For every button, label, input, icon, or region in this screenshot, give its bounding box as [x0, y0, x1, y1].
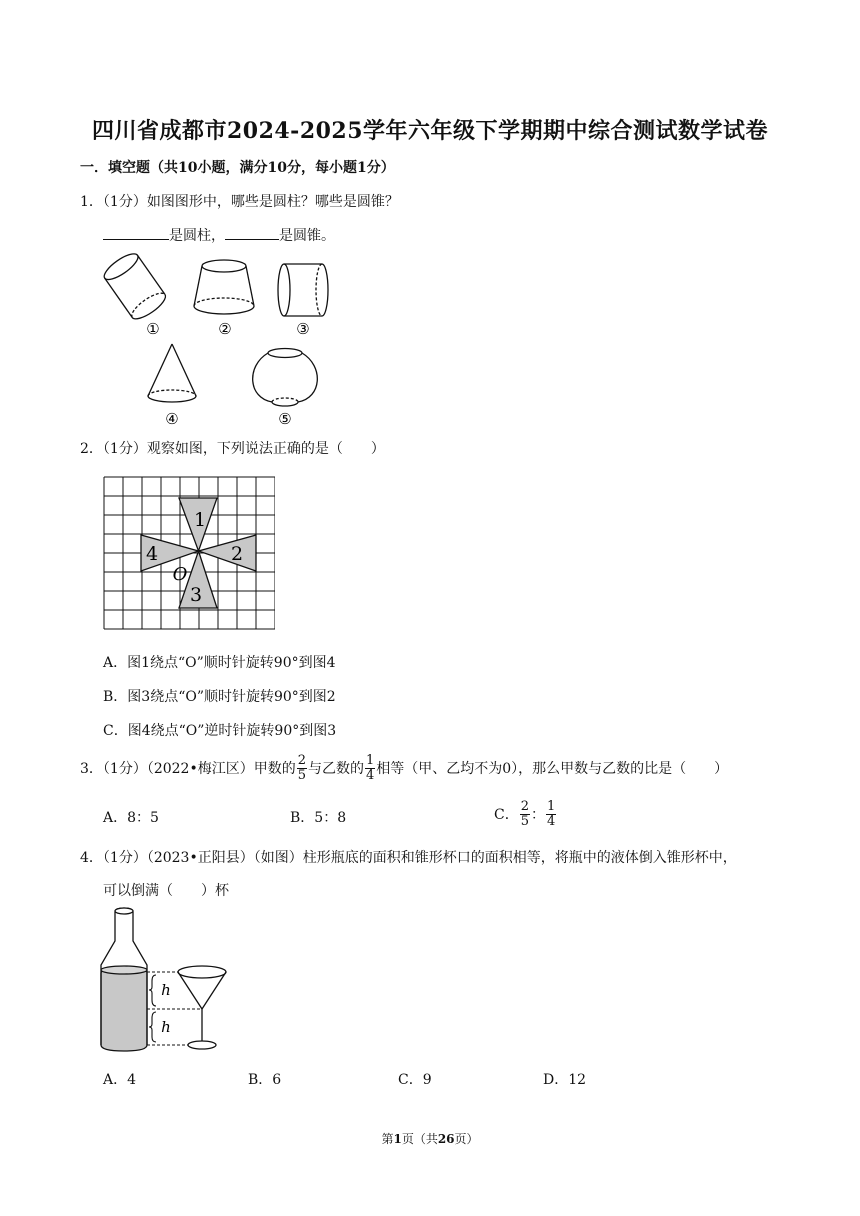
question-3-stem: [80, 750, 728, 786]
fraction-one-fourth: $\frac{1}{4}$: [365, 752, 375, 783]
bottle-liquid: [101, 967, 147, 1051]
point-o-label: O: [172, 564, 188, 585]
triangle-label-2: 2: [230, 543, 244, 565]
section-heading: 一．填空题（共10小题，满分10分，每小题1分）: [80, 160, 395, 176]
horizontal-cylinder-shape: [278, 264, 328, 316]
q3-option-c[interactable]: C． $\frac{2}{5}$ ： $\frac{1}{4}$: [494, 798, 556, 829]
height-label-upper: h: [161, 981, 171, 999]
q3-stem-part-b: 与乙数的: [307, 761, 364, 777]
q3-stem-part-a: 3．（1分）（2022•梅江区）甲数的: [80, 761, 296, 777]
figure-label-5: ⑤: [278, 410, 292, 428]
figure-label-2: ②: [218, 320, 232, 338]
q4-option-d[interactable]: D．12: [543, 1072, 587, 1088]
answer-text-cylinder: 是圆柱，: [169, 228, 225, 244]
triangle-label-4: 4: [145, 543, 159, 565]
page-footer: 第1页（共26页）: [381, 1132, 479, 1146]
current-page-number: 1: [393, 1132, 402, 1146]
q4-option-c[interactable]: C．9: [398, 1072, 432, 1088]
triangle-label-3: 3: [189, 584, 203, 606]
glass-rim: [178, 966, 226, 978]
ball-shape: [253, 349, 318, 407]
fraction-two-fifths: $\frac{2}{5}$: [297, 752, 306, 783]
triangle-2: [199, 535, 257, 571]
question-4-bottle-figure: [96, 903, 246, 1059]
question-1-stem: 1．（1分）如图图形中，哪些是圆柱？哪些是圆锥？: [80, 194, 399, 210]
question-4-stem-line2: 可以倒满（ ）杯: [103, 883, 229, 899]
figure-label-3: ③: [296, 320, 310, 338]
option-c-fraction-1: $\frac{2}{5}$: [520, 798, 529, 829]
option-c-fraction-2: $\frac{1}{4}$: [547, 798, 556, 829]
q3-stem-part-c: 相等（甲、乙均不为0），那么甲数与乙数的比是（ ）: [376, 761, 729, 777]
q3-option-b[interactable]: B．5：8: [290, 810, 347, 826]
question-1-answer-line: [103, 225, 335, 245]
cone-shape: [148, 344, 196, 402]
tilted-cylinder-shape: [101, 249, 169, 323]
q4-option-a[interactable]: A．4: [103, 1072, 137, 1088]
q4-option-b[interactable]: B．6: [248, 1072, 282, 1088]
question-2-grid-figure: [103, 476, 275, 632]
glass-base: [188, 1041, 216, 1049]
q2-option-b[interactable]: B．图3绕点“O”顺时针旋转90°到图2: [103, 689, 336, 705]
figure-label-4: ④: [165, 410, 179, 428]
question-2-stem: 2．（1分）观察如图，下列说法正确的是（ ）: [80, 441, 385, 457]
q3-option-a[interactable]: A．8：5: [103, 810, 159, 826]
question-1-figure: [96, 248, 336, 428]
answer-blank-cylinder[interactable]: [103, 225, 169, 240]
page-title: 四川省成都市2024-2025学年六年级下学期期中综合测试数学试卷: [91, 118, 769, 144]
figure-label-1: ①: [146, 320, 160, 338]
answer-blank-cone[interactable]: [225, 225, 279, 240]
q2-option-a[interactable]: A．图1绕点“O”顺时针旋转90°到图4: [103, 655, 336, 671]
question-4-stem-line1: 4．（1分）（2023•正阳县）（如图）柱形瓶底的面积和锥形杯口的面积相等，将瓶中的液体倒入锥形杯中，: [80, 850, 737, 866]
frustum-shape: [194, 260, 254, 314]
total-page-count: 26: [437, 1132, 455, 1146]
q2-option-c[interactable]: C．图4绕点“O”逆时针旋转90°到图3: [103, 723, 337, 739]
answer-text-cone: 是圆锥。: [279, 228, 335, 244]
triangle-label-1: 1: [193, 509, 207, 531]
height-label-lower: h: [161, 1018, 171, 1036]
